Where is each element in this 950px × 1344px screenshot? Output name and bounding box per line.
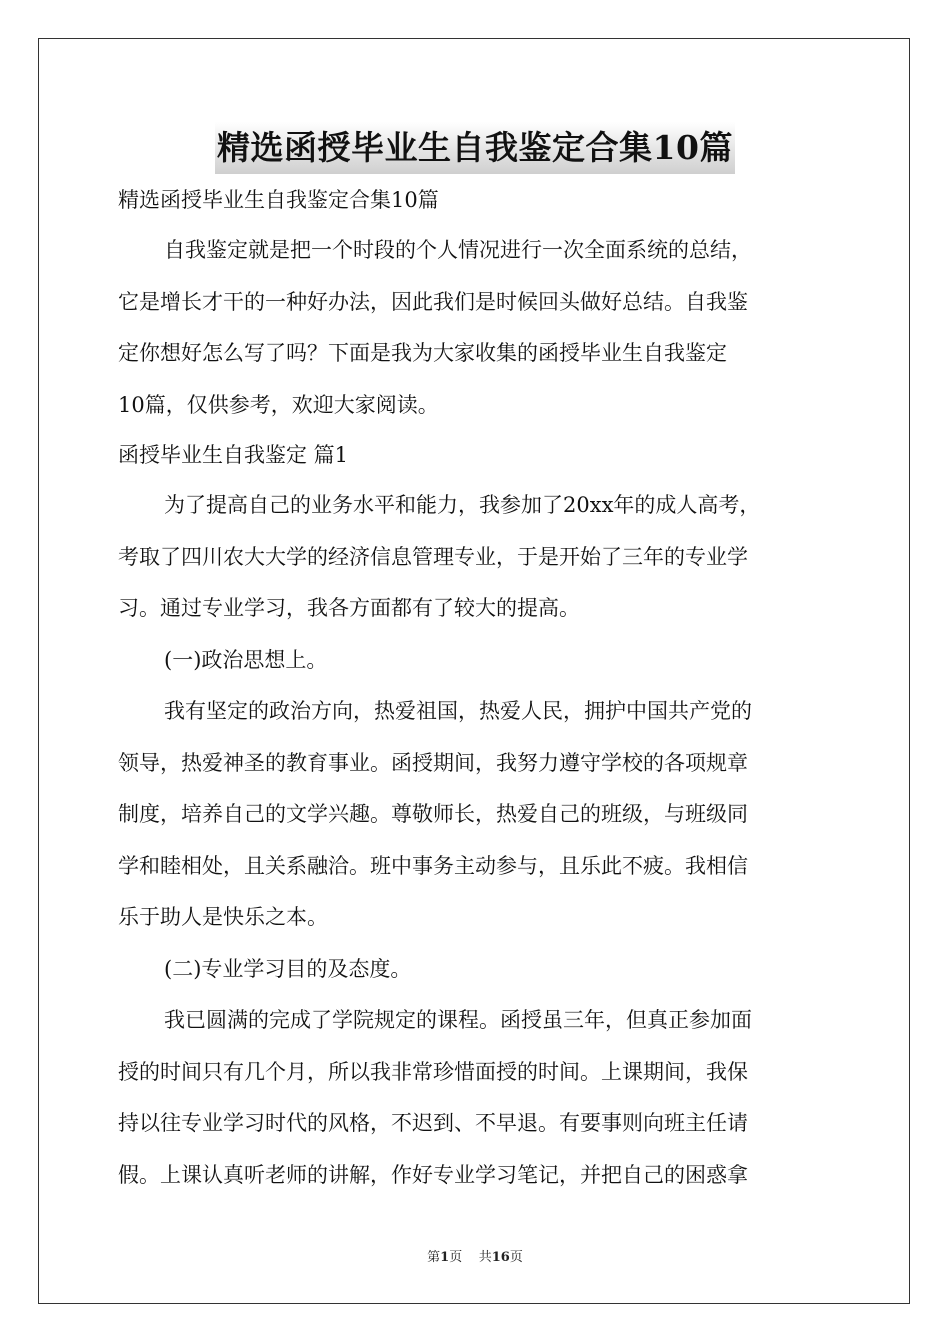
document-title: 精选函授毕业生自我鉴定合集10篇 [215,122,735,174]
paragraph-line: (二)专业学习目的及态度。 [164,956,412,981]
paragraph-line: 授的时间只有几个月，所以我非常珍惜面授的时间。上课期间，我保 [118,1059,748,1084]
footer-page-suffix: 页 [449,1250,463,1265]
paragraph-line: 定你想好怎么写了吗？下面是我为大家收集的函授毕业生自我鉴定 [118,341,727,365]
footer-page-current: 1 [440,1250,450,1265]
paragraph-line: 习。通过专业学习，我各方面都有了较大的提高。 [118,596,580,620]
paragraph-line: 领导，热爱神圣的教育事业。函授期间，我努力遵守学校的各项规章 [118,750,748,775]
footer-total-suffix: 页 [509,1250,523,1265]
section-heading: 函授毕业生自我鉴定 篇1 [118,443,349,467]
section-heading: 精选函授毕业生自我鉴定合集10篇 [118,188,439,212]
paragraph-line: 我有坚定的政治方向，热爱祖国，热爱人民，拥护中国共产党的 [164,699,752,723]
paragraph-line: 制度，培养自己的文学兴趣。尊敬师长，热爱自己的班级，与班级同 [118,802,748,826]
paragraph-line: 自我鉴定就是把一个时段的个人情况进行一次全面系统的总结， [164,238,752,262]
paragraph-line: 我已圆满的完成了学院规定的课程。函授虽三年，但真正参加面 [164,1008,752,1032]
paragraph-line: 乐于助人是快乐之本。 [118,905,328,929]
title-area [0,122,950,174]
paragraph-line: 持以往专业学习时代的风格，不迟到、不早退。有要事则向班主任请 [118,1111,748,1135]
footer-page-total: 16 [491,1250,510,1265]
footer-total-prefix: 共 [478,1250,492,1265]
paragraph-line: 假。上课认真听老师的讲解，作好专业学习笔记，并把自己的困惑拿 [118,1162,748,1187]
paragraph-line: 为了提高自己的业务水平和能力，我参加了20xx年的成人高考， [164,493,761,517]
footer-page-prefix: 第 [427,1250,441,1265]
paragraph-line: 10篇，仅供参考，欢迎大家阅读。 [118,392,439,417]
document-body [118,176,838,1201]
paragraph-line: 它是增长才干的一种好办法，因此我们是时候回头做好总结。自我鉴 [118,289,748,314]
paragraph-line: (一)政治思想上。 [164,647,328,672]
paragraph-line: 考取了四川农大大学的经济信息管理专业，于是开始了三年的专业学 [118,544,748,569]
page-footer [0,1246,950,1265]
paragraph-line: 学和睦相处，且关系融洽。班中事务主动参与，且乐此不疲。我相信 [118,853,748,878]
